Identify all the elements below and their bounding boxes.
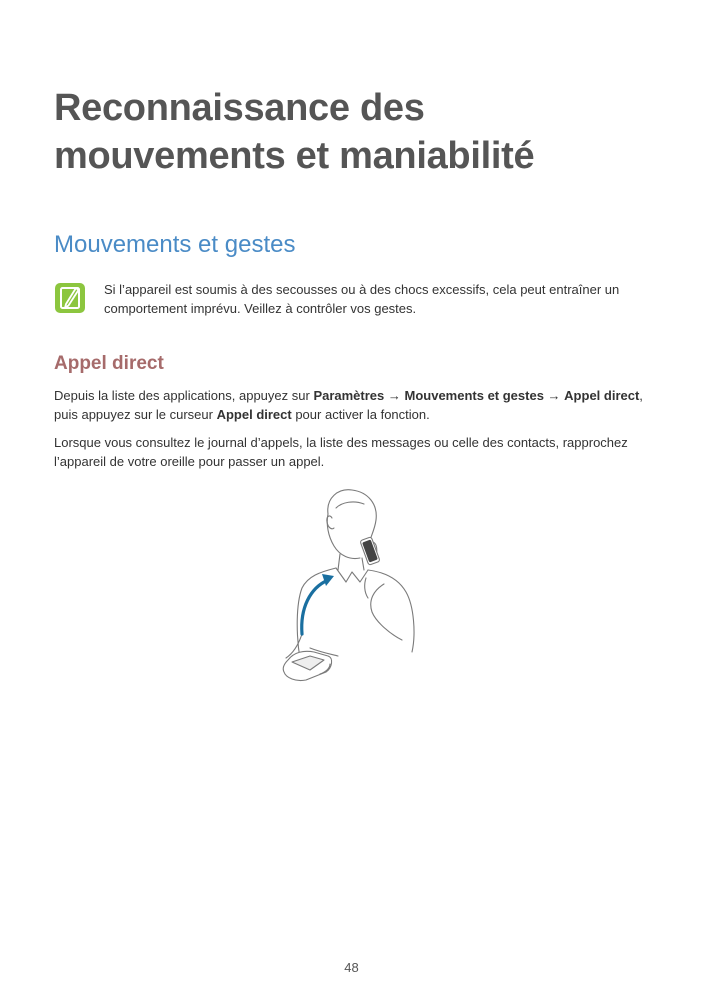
description-line-1: Lorsque vous consultez le journal d’appels, la liste des messages ou celle des contacts, rapprochez <box>54 435 628 450</box>
description-line-2: l’appareil de votre oreille pour passer un appel. <box>54 454 325 469</box>
switch-name-appel-direct: Appel direct <box>216 407 292 422</box>
menu-path-mouvements: Mouvements et gestes <box>404 388 544 403</box>
note-block <box>54 280 654 318</box>
direct-call-illustration <box>280 484 430 694</box>
description-paragraph <box>54 433 654 471</box>
chapter-title-line-1: Reconnaissance des <box>54 87 425 129</box>
subsection-title: Appel direct <box>54 353 164 374</box>
instruction-text: pour activer la fonction. <box>291 407 430 422</box>
menu-arrow: → <box>384 388 405 403</box>
page-number: 48 <box>344 960 359 975</box>
instruction-paragraph <box>54 386 654 424</box>
note-text-line-1: Si l’appareil est soumis à des secousses ou à des chocs excessifs, cela peut entraîner un <box>104 282 620 297</box>
note-pencil-icon <box>54 282 86 314</box>
instruction-text: puis appuyez sur le curseur <box>54 407 217 422</box>
menu-arrow: → <box>543 388 565 403</box>
chapter-title <box>54 84 674 180</box>
menu-path-parametres: Paramètres <box>313 388 385 403</box>
note-text <box>104 280 619 318</box>
menu-path-appel-direct: Appel direct <box>564 388 640 403</box>
section-title: Mouvements et gestes <box>54 231 296 258</box>
chapter-title-line-2: mouvements et maniabilité <box>54 135 535 177</box>
instruction-text: Depuis la liste des applications, appuyez sur <box>54 388 314 403</box>
instruction-text: , <box>639 388 643 403</box>
note-text-line-2: comportement imprévu. Veillez à contrôler vos gestes. <box>104 301 417 316</box>
